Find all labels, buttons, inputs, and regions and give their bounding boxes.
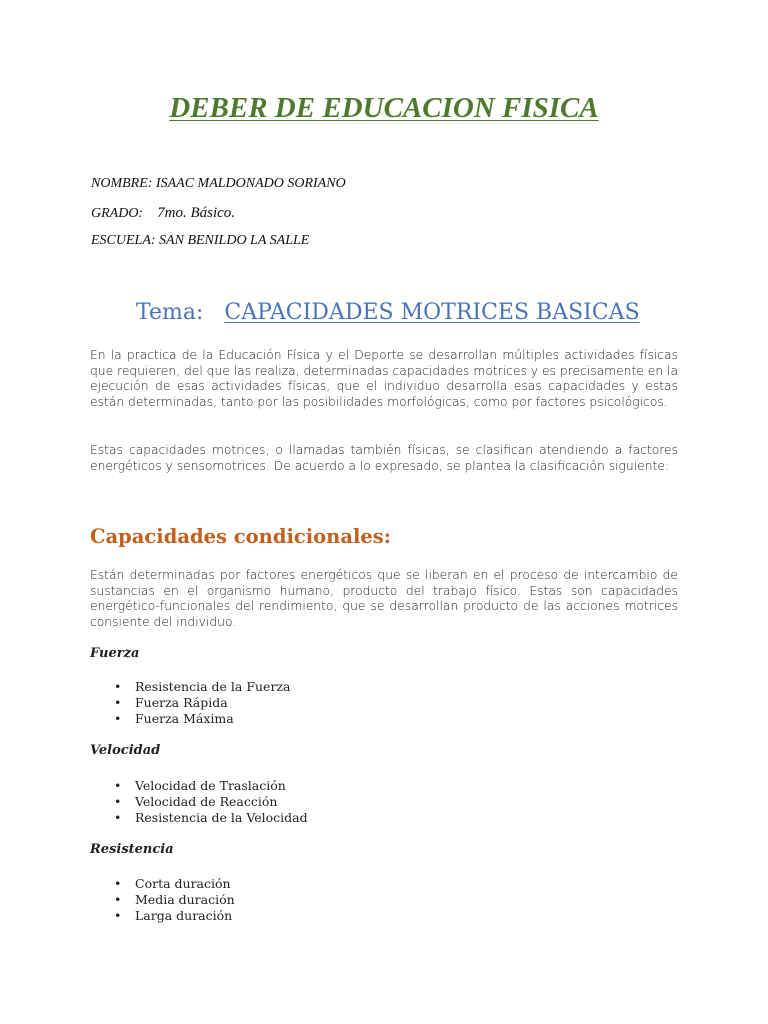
bullet-icon: •: [114, 710, 122, 726]
student-name: NOMBRE: ISAAC MALDONADO SORIANO: [91, 176, 346, 191]
list-item: • Resistencia de la Fuerza: [114, 679, 291, 694]
bullet-icon: •: [114, 907, 122, 923]
subheading-fuerza: Fuerza: [90, 646, 140, 661]
grade-line: [91, 205, 235, 222]
list-item: • Fuerza Rápida: [114, 694, 228, 710]
list-item: • Velocidad de Reacción: [114, 793, 278, 809]
classification-paragraph: Estas capacidades motrices, o llamadas también físicas, se clasifican atendiendo a factores energéticos y sensomotrices. De acuerdo a lo expresado, se plantea la clasificación siguiente:: [90, 443, 678, 473]
list-item: • Resistencia de la Velocidad: [114, 809, 308, 825]
list-velocidad: [110, 778, 308, 825]
bullet-icon: •: [114, 694, 122, 710]
topic-heading: [136, 300, 640, 325]
bullet-icon: •: [114, 793, 122, 809]
list-item: • Velocidad de Traslación: [114, 778, 286, 793]
grade-label: GRADO:: [91, 206, 144, 221]
subheading-velocidad: Velocidad: [90, 743, 161, 758]
bullet-icon: •: [114, 891, 122, 907]
section-heading: Capacidades condicionales:: [90, 525, 391, 548]
intro-paragraph: En la practica de la Educación Física y el Deporte se desarrollan múltiples actividades físicas que requieren, del que las realiza, determinadas capacidades motrices y es precisamente en la ejecución de esas actividades físicas, que el individuo desarrolla esas capacidades y estas están determinadas, tanto por las posibilidades morfológicas, como por factores psicológicos.: [90, 348, 678, 410]
topic-label: Tema:: [136, 300, 204, 325]
topic-value: CAPACIDADES MOTRICES BASICAS: [224, 300, 640, 325]
list-item: • Larga duración: [114, 907, 233, 923]
list-item: • Fuerza Máxima: [114, 710, 234, 726]
school-line: ESCUELA: SAN BENILDO LA SALLE: [91, 233, 310, 248]
subheading-resistencia: Resistencia: [90, 842, 174, 857]
bullet-icon: •: [114, 778, 122, 793]
bullet-icon: •: [114, 876, 122, 891]
list-fuerza: [110, 679, 290, 726]
document-title: DEBER DE EDUCACION FISICA: [169, 92, 599, 124]
list-item: • Media duración: [114, 891, 235, 907]
bullet-icon: •: [114, 809, 122, 825]
list-resistencia: [110, 876, 235, 923]
bullet-icon: •: [114, 679, 122, 694]
conditional-paragraph: Están determinadas por factores energéticos que se liberan en el proceso de intercambio de sustancias en el organismo humano, producto del trabajo físico. Estas son capacidades energético-funcionales del rendimiento, que se desarrollan producto de las acciones motrices consiente del individuo.: [90, 568, 678, 630]
grade-value: 7mo. Básico.: [157, 205, 236, 221]
list-item: • Corta duración: [114, 876, 231, 891]
